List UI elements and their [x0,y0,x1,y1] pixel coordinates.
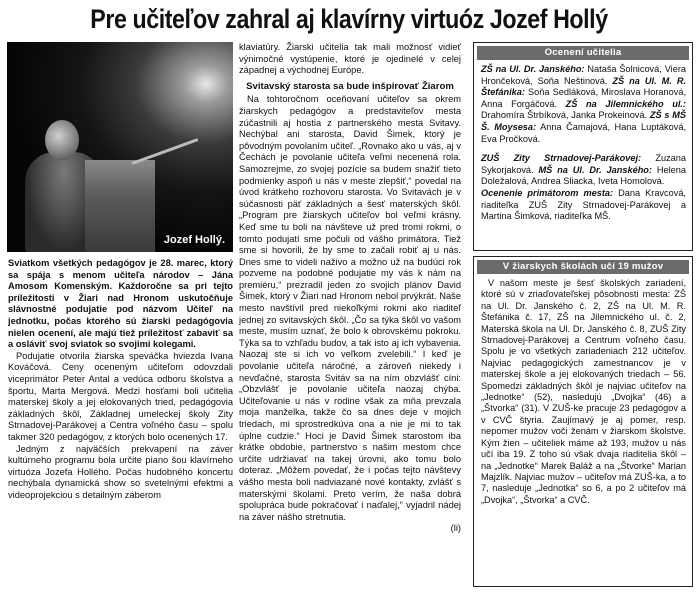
award-names: Soňa Sedláková, Miroslava Horanová, Anna Forgáčová. [481,87,686,109]
article-paragraph: Jedným z najväčších prekvapení na záver kultúrneho programu bola určite piano šou klavírneho virtuóza Jozefa Hollého. Počas hudobného koncertu nechýbala dynamická show so svetelnými efektmi a videoprojekciou s detailným záberom [8,443,233,500]
headline: Pre učiteľov zahral aj klavírny virtuóz Jozef Hollý [90,4,608,34]
award-names: Dana Kravcová, riaditeľka ZUŠ Zity Strnadovej-Parákovej a Martina Šimková, riaditeľka MŠ. [481,187,686,222]
award-names: Helena Doležalová, Andrea Sliacka, Iveta Homolová. [481,164,686,187]
award-school: Ocenenie primátorom mesta: [481,187,614,198]
pianist-head [45,120,79,160]
article-column-2 [239,42,461,535]
article-lead: Sviatkom všetkých pedagógov je 28. marec, ktorý sa spája s menom učiteľa národov – Jána Amosom Komenským. Každoročne sa pri tejto príležitosti v Žiari nad Hronom uskutočňuje slávnostné podujatie pod názvom Učiteľ na jednotku, počas ktorého sú žiarski pedagógovia nielen ocenení, ale majú tiež príležitosť zabaviť sa a osláviť svoj sviatok so svojimi kolegami. [8,258,233,350]
male-teachers-box [473,256,693,587]
photo-caption: Jozef Hollý. [163,234,225,246]
microphone-stand [131,138,198,165]
award-entry [481,153,686,188]
award-names: Nataša Šolnicová, Viera Hrončeková, Soňa Neštinová. [481,64,686,86]
award-school: ZUŠ Zity Strnadovej-Parákovej: [481,153,642,164]
box-text [474,277,692,506]
article-paragraph: Na tohtoročnom oceňovaní učiteľov sa okrem žiarskych pedagógov a predstaviteľov mesta zúčastnili aj hostia z partnerského mesta Svitavy. Nechýbal ani starosta, David Šimek, ktorý je pôvodným povolaním učiteľ. „Rovnako ako u vás, aj v Čechách je povolanie učiteľa veľmi necenená rola. Samozrejme, zo svojej pozície sa budem snažiť tieto podmienky aspoň u nás v meste zlepšiť,“ povedal na úvod krátkeho rozhovoru starosta. Vo Svitavách je v súčasnosti päť základných a šesť materských škôl. „Program pre žiarskych učiteľov bol veľmi krásny. Keď sme tu boli na návšteve už pred tromi rokmi, o tomto podujatí sme počuli od vášho primátora. Tiež sme si hovorili, že by sme to začali robiť aj u nás. Dnes sme to videli naživo a možno už na budúci rok pozveme na podobné podujatie my vás k nám na premiéru,“ prezradil jeden zo svojich plánov David Šimek, ktorý v Žiari nad Hronom nebol prvýkrát. Naše mesto navštívil pred niekoľkými rokmi ako riaditeľ jednej zo svitavských škôl. „Čo sa týka škôl vo vašom meste, musím uznať, že bolo k obrovskému pokroku. Týka sa to vzhľadu budov, a tak isto aj ich vybavenia. Naozaj ste si ich vo veľkom zvelebili.“ I keď je povolanie učiteľa náročné, a zároveň niekedy i nevďačné, starosta Svitáv sa na ním obzvlášť cíni: „Obzvlášť je povolanie učiteľa naozaj chýba. Učiteľovanie u nás v rodine však za mňa prevzala moja manželka, takže čo sa dnes deje v mojich triedach, mi sprostredkúva ona a nie je mi to tak úplne cudzie.“ Hoci je David Šimek starostom iba krátke obdobie, partnerstvo s našim mestom chce určite udržiavať na takej úrovni, ako tomu bolo doteraz. „Môžem povedať, že i počas tejto návštevy vášho mesta boli nadviazané nové kontakty, zvlášť s materskými školami. Preto verím, že naša dobrá spolupráca bude pokračovať i naďalej,“ vyjadril nádej na záver nášho stretnutia. [239,94,461,522]
box-title: V žiarskych školách učí 19 mužov [477,260,689,274]
award-entry [481,64,686,145]
awarded-teachers-box [473,42,693,251]
article-paragraph: klaviatúry. Žiarski učitelia tak mali možnosť vidieť výnimočné vystúpenie, ktoré je ojedinelé v celej západnej a východnej Európe. [239,42,461,76]
concert-photo [7,42,233,252]
award-names: Drahomíra Štrbíková, Janka Prokeinová. [481,110,648,121]
box-title: Ocenení učitelia [477,46,689,60]
piano-shape [85,160,155,252]
award-school: ZŠ na Jilemnického ul.: [565,98,686,109]
article-column-1 [8,258,233,501]
box-text [474,63,692,223]
award-school: ZŠ s MŠ Š. Moysesa: [481,110,686,132]
article-subhead: Svitavský starosta sa bude inšpirovať Žiarom [246,80,454,92]
award-names: Anna Čamajová, Hana Luptáková, Eva Pročková. [481,121,687,144]
article-signature: (li) [450,523,461,534]
award-school: MŠ na Ul. Dr. Janského: [538,164,652,175]
award-school: ZŠ na Ul. M. R. Štefánika: [481,75,687,98]
award-entry [481,188,686,223]
award-school: ZŠ na Ul. Dr. Janského: [481,64,585,74]
article-paragraph: Podujatie otvorila žiarska speváčka hviezda Ivana Kováčová. Ceny oceneným učiteľom odovzdali viceprimátor Peter Antal a vedúca odboru školstva a športu, Marta Mergová. Medzi hosťami boli učitelia materskej školy a jej elokovaných tried, pedagógovia základných škôl, Základnej umeleckej školy Zity Strnadovej-Parákovej a Centra voľného času – spolu takmer 320 pedagógov, z ktorých bolo ocenených 17. [8,350,233,442]
award-names: Zuzana Sykorjaková. [481,153,686,175]
box-paragraph: V našom meste je šesť školských zariadení, ktoré sú v zriaďovateľskej pôsobnosti mesta: ZŠ na Ul. Dr. Janského č. 2, ZŠ na Ul. M. R. Štefánika č. 17, ZŠ na Jilemnického ul. č. 2, Materská škola na Ul. Dr. Janského č. 8, ZUŠ Zity Strnadovej-Parákovej a Centrum voľného času. Spolu je vo všetkých zariadeniach 212 učiteľov. Najviac pedagogických zamestnancov je v materskej škole a jej elokovaných triedach – 56. Spomedzi základných škôl je najviac učiteľov na „Jednotke“ (52), nasledujú „Dvojka“ (46) a „Štvorka“ (31). V ZUŠ-ke pracuje 23 pedagógov a v CVČ štyria. Zaujímavý je aj pomer, resp. nepomer mužov voči ženám v žiarskom školstve. Kým žien – učiteliek máme až 193, mužov u nás učí iba 19. Z toho sú však dvaja riaditelia škôl – na „Jednotke“ Marek Baláž a na „Štvorke“ Marian Majzlík. Najviac mužov – učiteľov má ZUŠ-ka, a to 7, nasleduje „Jednotka“ so 6, a po 2 učiteľov má „Dvojka“, „Štvorka“ a CVČ. [481,278,686,505]
